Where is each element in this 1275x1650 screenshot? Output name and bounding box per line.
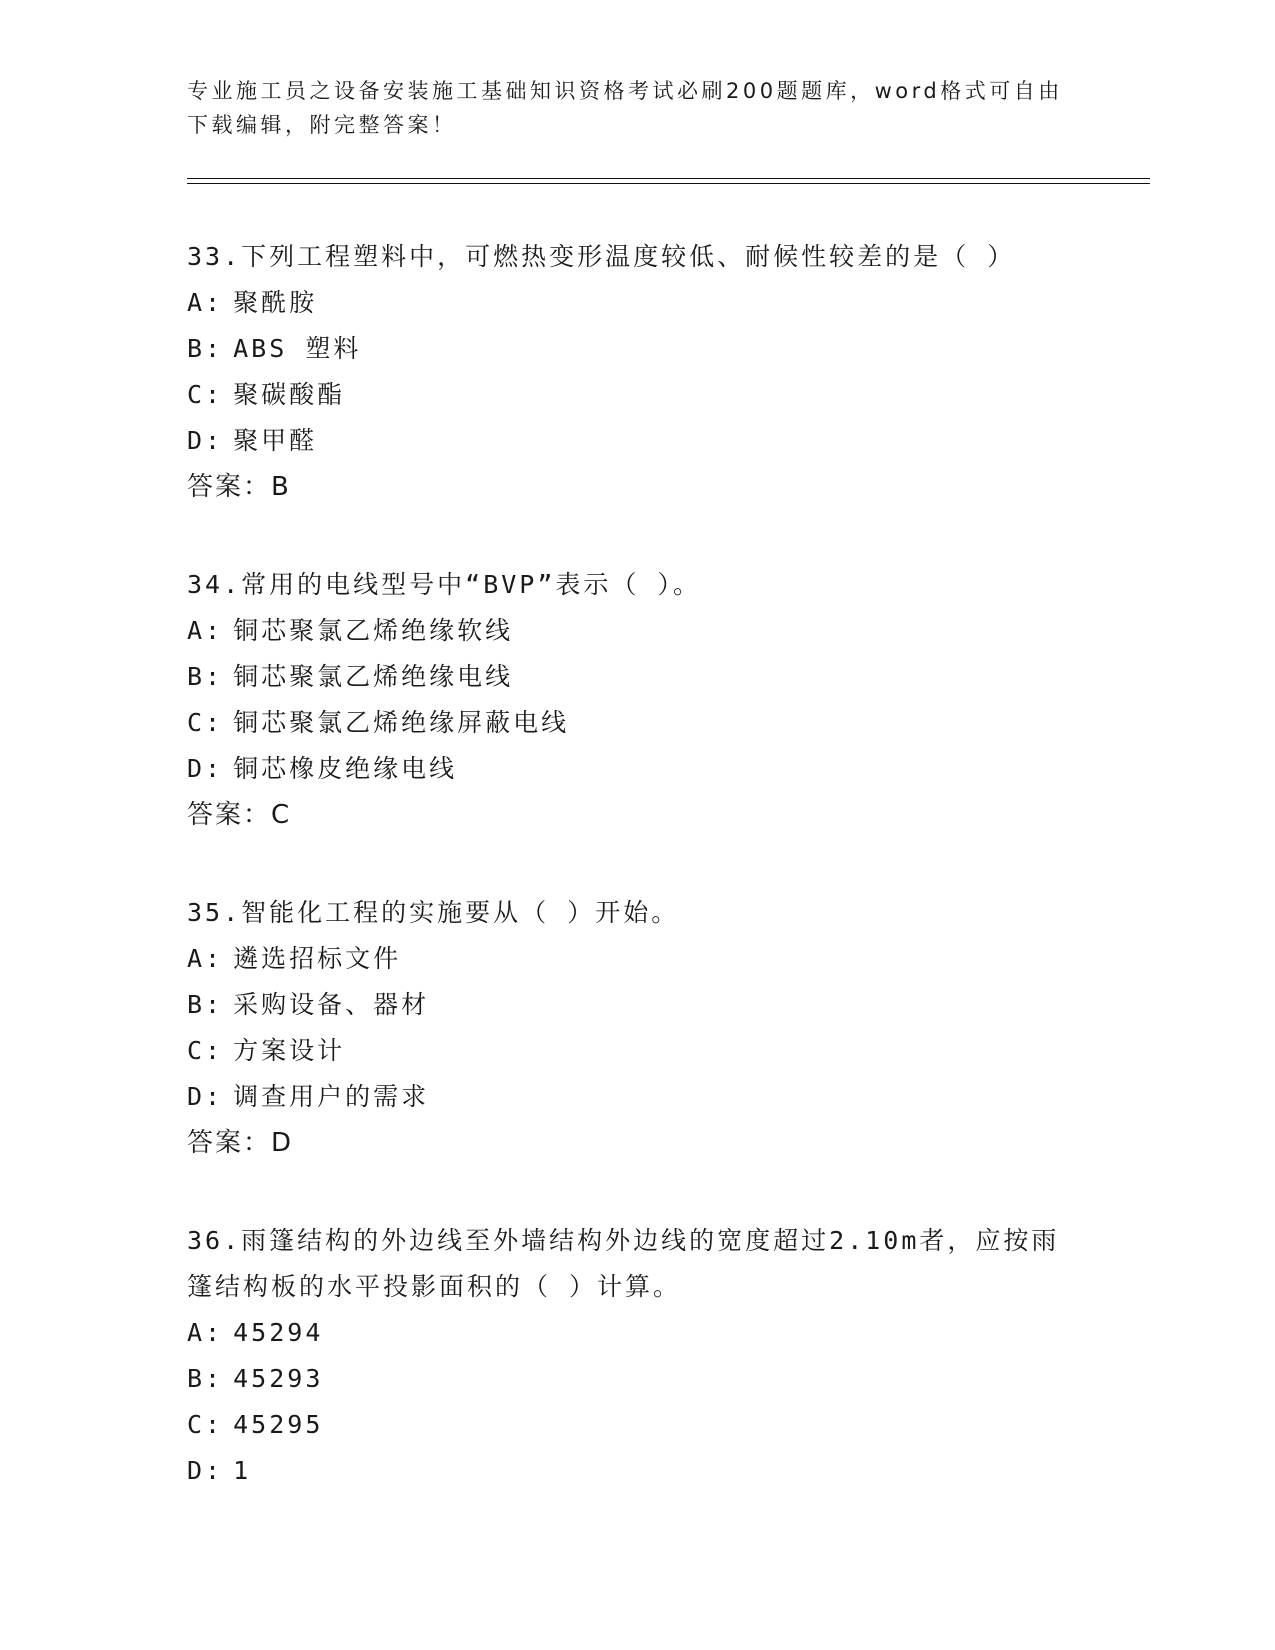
option-text: ABS 塑料 — [233, 334, 362, 363]
option-letter: A: — [187, 288, 224, 317]
option-c — [187, 372, 1087, 418]
option-text: 聚酰胺 — [233, 288, 318, 317]
option-letter: B: — [187, 334, 224, 363]
question-stem: 34.常用的电线型号中“BVP”表示（ ）。 — [187, 570, 701, 599]
header-divider-top — [187, 178, 1150, 179]
header-line-2: 下载编辑，附完整答案！ — [187, 113, 457, 137]
option-text: 调查用户的需求 — [233, 1082, 430, 1111]
option-text: 铜芯聚氯乙烯绝缘屏蔽电线 — [233, 708, 570, 737]
question-36 — [187, 1218, 1087, 1494]
question-stem: 36.雨篷结构的外边线至外墙结构外边线的宽度超过2.10m者，应按雨篷结构板的水平投影面积的（ ）计算。 — [187, 1226, 1060, 1301]
option-letter: A: — [187, 616, 224, 645]
option-a — [187, 280, 1087, 326]
option-letter: A: — [187, 1318, 224, 1347]
option-a — [187, 1310, 1087, 1356]
answer-line: 答案：B — [187, 472, 291, 502]
question-stem: 33.下列工程塑料中，可燃热变形温度较低、耐候性较差的是（ ） — [187, 242, 1016, 271]
option-text: 聚碳酸酯 — [233, 380, 346, 409]
option-letter: D: — [187, 426, 224, 455]
answer-line: 答案：C — [187, 800, 292, 830]
question-stem: 35.智能化工程的实施要从（ ）开始。 — [187, 898, 680, 927]
option-b — [187, 1356, 1087, 1402]
question-list — [187, 234, 1087, 1494]
option-letter: B: — [187, 1364, 224, 1393]
option-c — [187, 1028, 1087, 1074]
option-d — [187, 418, 1087, 464]
option-d — [187, 1448, 1087, 1494]
option-text: 铜芯聚氯乙烯绝缘电线 — [233, 662, 514, 691]
option-text: 铜芯橡皮绝缘电线 — [233, 754, 458, 783]
option-letter: C: — [187, 1410, 224, 1439]
option-text: 45293 — [233, 1364, 324, 1393]
option-letter: D: — [187, 1456, 224, 1485]
option-letter: D: — [187, 1082, 224, 1111]
option-b — [187, 326, 1087, 372]
option-letter: C: — [187, 1036, 224, 1065]
option-d — [187, 746, 1087, 792]
question-34 — [187, 562, 1087, 838]
option-a — [187, 936, 1087, 982]
option-letter: A: — [187, 944, 224, 973]
option-text: 铜芯聚氯乙烯绝缘软线 — [233, 616, 514, 645]
option-text: 1 — [233, 1456, 252, 1485]
option-text: 45295 — [233, 1410, 324, 1439]
option-letter: C: — [187, 708, 224, 737]
option-text: 45294 — [233, 1318, 324, 1347]
question-35 — [187, 890, 1087, 1166]
option-text: 采购设备、器材 — [233, 990, 430, 1019]
option-letter: B: — [187, 662, 224, 691]
option-letter: D: — [187, 754, 224, 783]
header-divider-bottom — [187, 183, 1150, 184]
option-d — [187, 1074, 1087, 1120]
option-letter: C: — [187, 380, 224, 409]
question-33 — [187, 234, 1087, 510]
option-b — [187, 654, 1087, 700]
option-text: 聚甲醛 — [233, 426, 318, 455]
option-a — [187, 608, 1087, 654]
option-text: 遴选招标文件 — [233, 944, 402, 973]
header-line-1: 专业施工员之设备安装施工基础知识资格考试必刷200题题库，word格式可自由 — [187, 79, 1063, 103]
option-b — [187, 982, 1087, 1028]
answer-line: 答案：D — [187, 1128, 294, 1158]
document-header — [187, 74, 1067, 142]
option-text: 方案设计 — [233, 1036, 346, 1065]
option-c — [187, 700, 1087, 746]
option-letter: B: — [187, 990, 224, 1019]
option-c — [187, 1402, 1087, 1448]
